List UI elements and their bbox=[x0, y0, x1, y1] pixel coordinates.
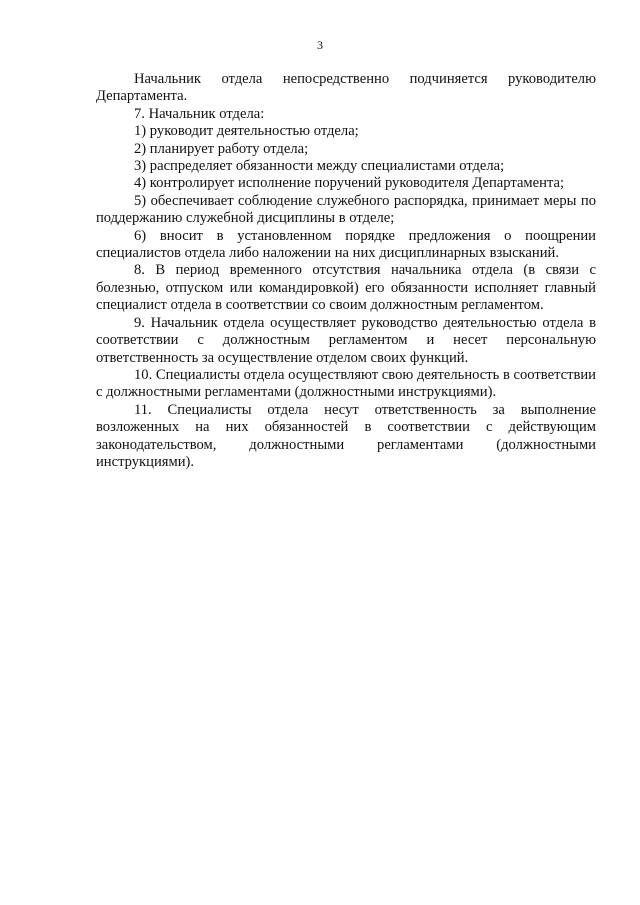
paragraph-7-item-3: 3) распределяет обязанности между специалистами отдела; bbox=[134, 158, 505, 175]
paragraph-8: 8. В период временного отсутствия начальника отдела (в связи с болезнью, отпуском или командировкой) его обязанности исполняет главный специалист отдела в соответствии со своим должностным регламентом. bbox=[96, 262, 596, 314]
paragraph-7-item-1: 1) руководит деятельностью отдела; bbox=[134, 123, 359, 140]
paragraph-7-heading: 7. Начальник отдела: bbox=[134, 105, 265, 122]
paragraph-7-item-5: 5) обеспечивает соблюдение служебного распорядка, принимает меры по поддержанию служебной дисциплины в отделе; bbox=[96, 192, 596, 227]
paragraph-7-item-4: 4) контролирует исполнение поручений руководителя Департамента; bbox=[134, 175, 565, 192]
paragraph-9: 9. Начальник отдела осуществляет руководство деятельностью отдела в соответствии с должностным регламентом и несет персональную ответственность за осуществление отделом своих функций. bbox=[96, 314, 596, 366]
paragraph-7-item-2: 2) планирует работу отдела; bbox=[134, 140, 309, 157]
paragraph-11: 11. Специалисты отдела несут ответственность за выполнение возложенных на них обязанностей в соответствии с действующим законодательством, должностными регламентами (должностными инструкциями). bbox=[96, 401, 596, 470]
paragraph-10: 10. Специалисты отдела осуществляют свою деятельность в соответствии с должностными регламентами (должностными инструкциями). bbox=[96, 366, 596, 401]
paragraph-7-item-6: 6) вносит в установленном порядке предложения о поощрении специалистов отдела либо наложении на них дисциплинарных взысканий. bbox=[96, 227, 596, 262]
document-body bbox=[96, 71, 596, 471]
paragraph-subordination: Начальник отдела непосредственно подчиняется руководителю Департамента. bbox=[96, 71, 596, 105]
page-number: 3 bbox=[317, 38, 323, 52]
